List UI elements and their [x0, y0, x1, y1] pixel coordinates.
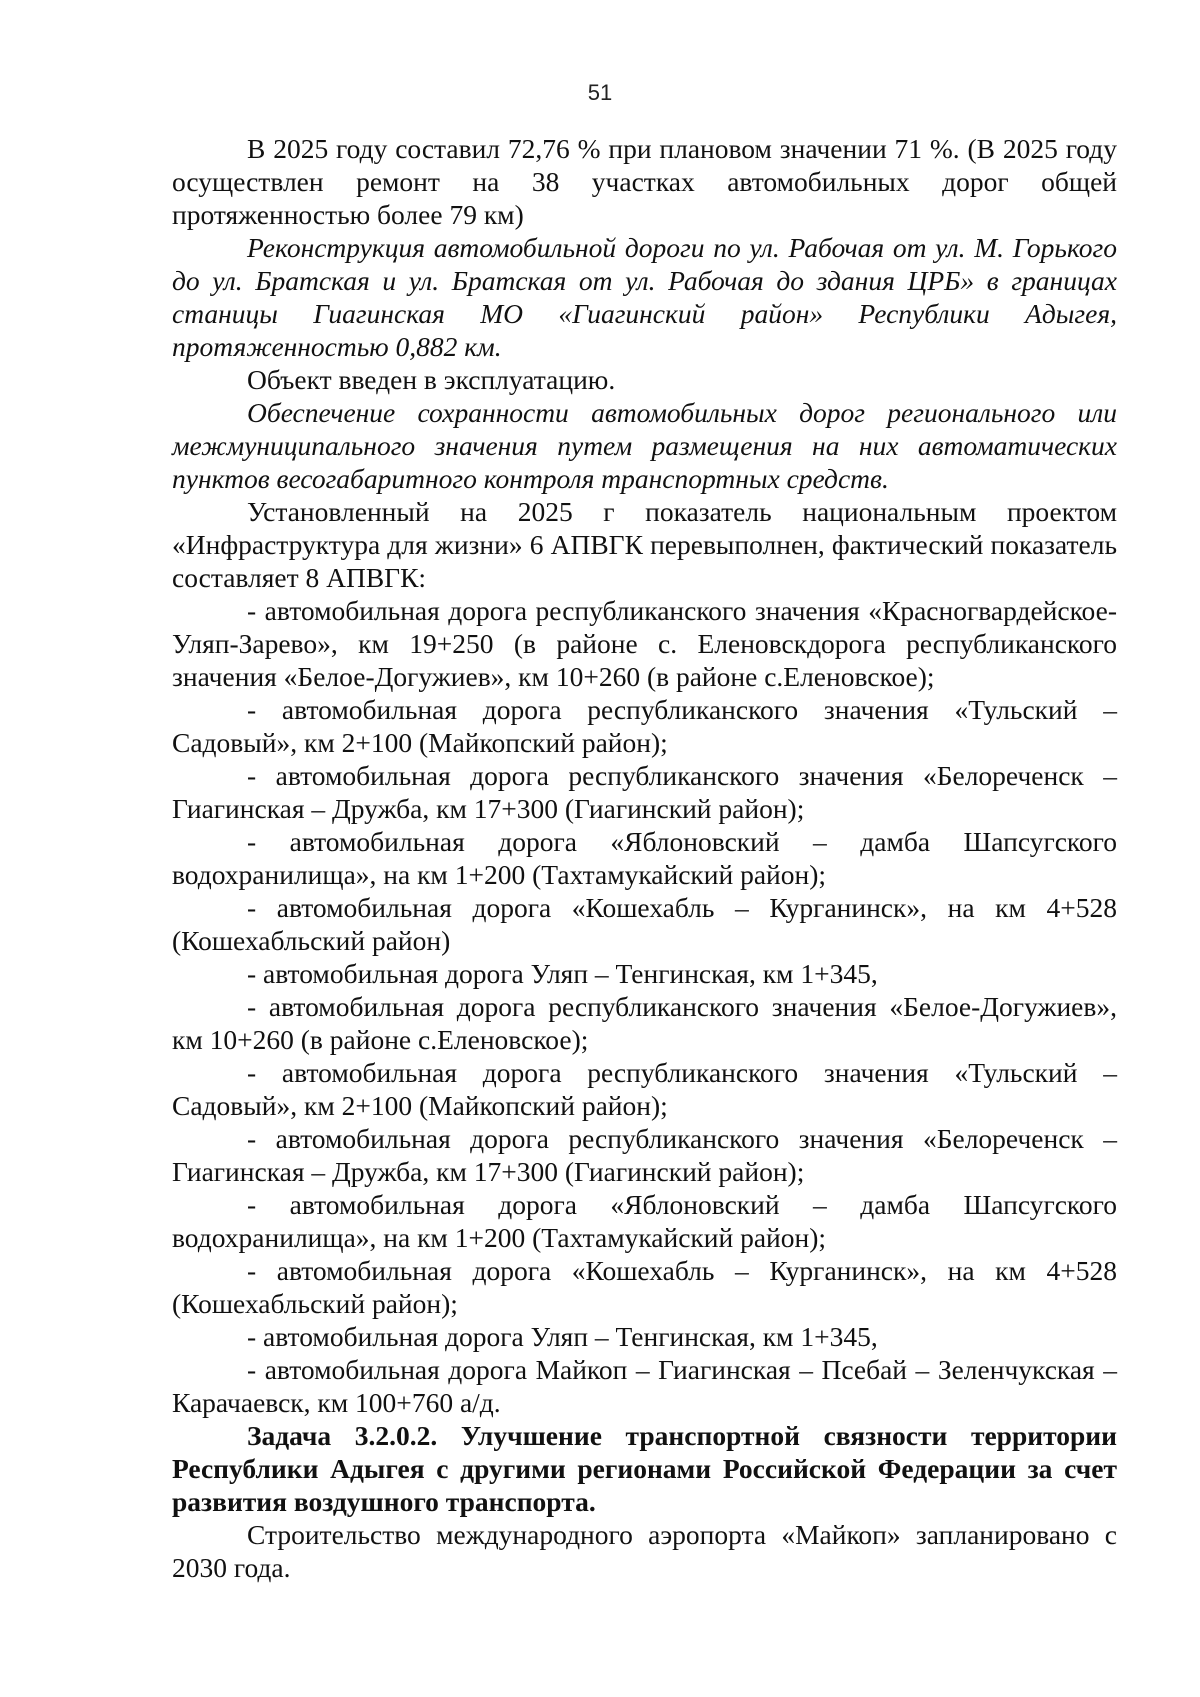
list-item: - автомобильная дорога республиканского значения «Белореченск – Гиагинская – Дружба, км 17+300 (Гиагинский район); [172, 1123, 1117, 1187]
list-item: - автомобильная дорога «Яблоновский – дамба Шапсугского водохранилища», на км 1+200 (Тахтамукайский район); [172, 1189, 1117, 1253]
list-item: - автомобильная дорога республиканского значения «Тульский – Садовый», км 2+100 (Майкопский район); [172, 1057, 1117, 1121]
list-item: - автомобильная дорога Майкоп – Гиагинская – Псебай – Зеленчукская – Карачаевск, км 100+760 а/д. [172, 1354, 1117, 1418]
list-item: - автомобильная дорога республиканского значения «Тульский – Садовый», км 2+100 (Майкопский район); [172, 694, 1117, 758]
list-item: - автомобильная дорога «Кошехабль – Курганинск», на км 4+528 (Кошехабльский район) [172, 892, 1117, 956]
list-item: - автомобильная дорога «Кошехабль – Курганинск», на км 4+528 (Кошехабльский район); [172, 1255, 1117, 1319]
paragraph: Строительство международного аэропорта «Майкоп» запланировано с 2030 года. [172, 1519, 1117, 1583]
document-body [172, 132, 1117, 1584]
page-number: 51 [587, 80, 613, 105]
paragraph: Объект введен в эксплуатацию. [247, 364, 616, 395]
paragraph: Обеспечение сохранности автомобильных дорог регионального или межмуниципального значения путем размещения на них автоматических пунктов весогабаритного контроля транспортных средств. [172, 397, 1117, 494]
list-item: - автомобильная дорога Уляп – Тенгинская, км 1+345, [247, 958, 878, 989]
list-item: - автомобильная дорога Уляп – Тенгинская, км 1+345, [247, 1321, 878, 1352]
list-item: - автомобильная дорога республиканского значения «Красногвардейское-Уляп-Зарево», км 19+250 (в районе с. Еленовскдорога республиканского значения «Белое-Догужиев», км 10+260 (в районе с.Еленовское); [172, 595, 1117, 692]
list-item: - автомобильная дорога «Яблоновский – дамба Шапсугского водохранилища», на км 1+200 (Тахтамукайский район); [172, 826, 1117, 890]
list-item: - автомобильная дорога республиканского значения «Белое-Догужиев», км 10+260 (в районе с.Еленовское); [172, 991, 1117, 1055]
list-item: - автомобильная дорога республиканского значения «Белореченск – Гиагинская – Дружба, км 17+300 (Гиагинский район); [172, 760, 1117, 824]
task-heading: Задача 3.2.0.2. Улучшение транспортной связности территории Республики Адыгея с другими регионами Российской Федерации за счет развития воздушного транспорта. [172, 1420, 1117, 1517]
paragraph: В 2025 году составил 72,76 % при плановом значении 71 %. (В 2025 году осуществлен ремонт на 38 участках автомобильных дорог общей протяженностью более 79 км) [172, 133, 1117, 230]
paragraph: Установленный на 2025 г показатель национальным проектом «Инфраструктура для жизни» 6 АПВГК перевыполнен, фактический показатель составляет 8 АПВГК: [172, 496, 1117, 593]
paragraph: Реконструкция автомобильной дороги по ул. Рабочая от ул. М. Горького до ул. Братская и ул. Братская от ул. Рабочая до здания ЦРБ» в границах станицы Гиагинская МО «Гиагинский район» Республики Адыгея, протяженностью 0,882 км. [172, 232, 1117, 362]
